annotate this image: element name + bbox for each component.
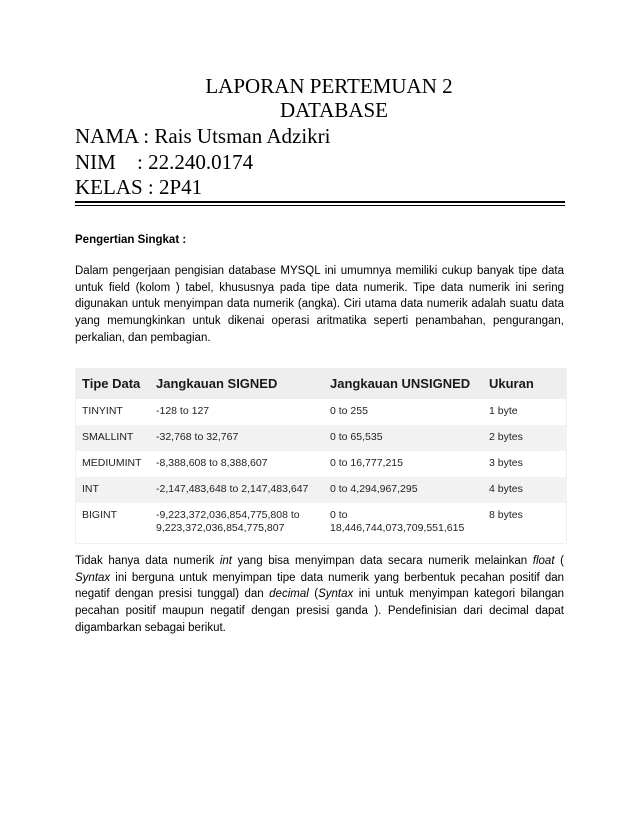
student-class: KELAS : 2P41 bbox=[75, 175, 203, 199]
text-run-italic: int bbox=[219, 555, 233, 567]
table-cell: SMALLINT bbox=[82, 431, 134, 443]
table-header-cell: Ukuran bbox=[489, 376, 534, 391]
nim-label: NIM bbox=[75, 150, 116, 174]
table-header-cell: Jangkauan UNSIGNED bbox=[330, 376, 471, 391]
text-run: ( bbox=[308, 588, 319, 601]
nim-value: : 22.240.0174 bbox=[137, 150, 254, 174]
table-cell-multiline bbox=[330, 503, 480, 535]
table-cell: 0 to 255 bbox=[330, 405, 368, 417]
table-header-cell: Jangkauan SIGNED bbox=[156, 376, 278, 391]
text-run: ini berguna untuk menyimpan tipe data numerik yang berbentuk pecahan positif dan negatif dengan presisi tunggal) dan bbox=[75, 571, 564, 601]
table-cell: 2 bytes bbox=[489, 431, 523, 443]
table-cell: -2,147,483,648 to 2,147,483,647 bbox=[156, 483, 309, 495]
header-divider-thick bbox=[75, 201, 565, 203]
student-nim bbox=[75, 150, 253, 174]
table-cell: -8,388,608 to 8,388,607 bbox=[156, 457, 268, 469]
header-divider-thin bbox=[75, 205, 565, 206]
table-cell: 0 to 4,294,967,295 bbox=[330, 483, 418, 495]
report-title: LAPORAN PERTEMUAN 2 bbox=[205, 74, 453, 98]
table-cell: 0 to 16,777,215 bbox=[330, 457, 403, 469]
table-cell: TINYINT bbox=[82, 405, 123, 417]
table-row bbox=[76, 451, 566, 477]
table-cell: 8 bytes bbox=[489, 509, 523, 521]
table-cell-multiline bbox=[156, 503, 306, 535]
table-cell: 3 bytes bbox=[489, 457, 523, 469]
text-run: Tidak hanya data numerik bbox=[75, 555, 220, 567]
table-cell: INT bbox=[82, 483, 99, 495]
text-run: ini untuk menyimpan kategori bilangan pecahan positif maupun negatif dengan presisi ganda ). Pendefinisian dari decimal dapat digambarkan sebagai berikut. bbox=[75, 588, 565, 634]
table-row bbox=[76, 399, 566, 425]
table-cell: -128 to 127 bbox=[156, 405, 210, 417]
text-run: yang bisa menyimpan data secara numerik melainkan bbox=[232, 555, 533, 567]
table-cell: -32,768 to 32,767 bbox=[156, 431, 239, 443]
table-header-row bbox=[76, 369, 566, 399]
student-name: NAMA : Rais Utsman Adzikri bbox=[75, 124, 331, 148]
text-run-italic: Syntax bbox=[75, 571, 111, 584]
table-cell-line: -9,223,372,036,854,775,808 to bbox=[156, 509, 300, 521]
table-cell: 4 bytes bbox=[489, 483, 523, 495]
intro-paragraph: Dalam pengerjaan pengisian database MYSQL ini umumnya memiliki cukup banyak tipe data untuk field (kolom ) tabel, khususnya pada tipe data numerik. Tipe data numerik ini sering digunakan untuk menyimpan data numerik (angka). Ciri utama data numerik adalah suatu data yang memungkinkan untuk dikenai operasi aritmatika seperti penambahan, pengurangan, perkalian, dan pembagian. bbox=[75, 265, 564, 344]
table-cell: BIGINT bbox=[82, 509, 118, 521]
text-run: ( bbox=[554, 555, 564, 567]
text-run-italic: Syntax bbox=[318, 588, 354, 601]
table-cell-line: 18,446,744,073,709,551,615 bbox=[330, 522, 465, 534]
table-cell-line: 0 to bbox=[330, 509, 348, 521]
table-row bbox=[76, 425, 566, 451]
text-run-italic: float bbox=[532, 555, 555, 567]
table-cell: 1 byte bbox=[489, 405, 518, 417]
followup-paragraph bbox=[75, 553, 564, 637]
table-cell: 0 to 65,535 bbox=[330, 431, 383, 443]
table-row bbox=[76, 477, 566, 503]
report-subtitle: DATABASE bbox=[280, 98, 388, 122]
table-cell: MEDIUMINT bbox=[82, 457, 142, 469]
text-run-italic: decimal bbox=[269, 588, 309, 601]
table-cell-line: 9,223,372,036,854,775,807 bbox=[156, 522, 285, 534]
table-header-cell: Tipe Data bbox=[82, 376, 141, 391]
table-row bbox=[76, 503, 566, 543]
section-heading: Pengertian Singkat : bbox=[75, 234, 187, 246]
numeric-types-table bbox=[75, 368, 567, 544]
